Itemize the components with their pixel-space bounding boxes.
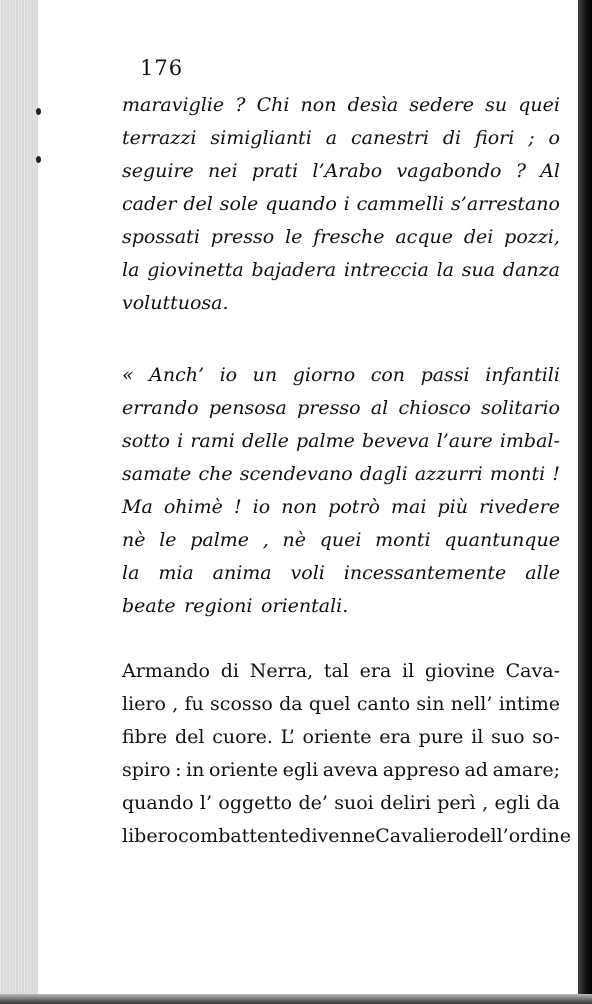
text-line [122, 162, 560, 181]
word: pure [418, 726, 464, 748]
word: la [436, 259, 455, 281]
word: seguire [122, 160, 194, 182]
word: egli [494, 792, 531, 814]
word: maraviglie [122, 94, 225, 116]
text-line [122, 432, 560, 451]
word: bajadera [251, 259, 337, 281]
word: fu [184, 693, 204, 715]
word: infantili [485, 364, 560, 386]
word: Chi [256, 94, 290, 116]
word: incessantemente [343, 562, 507, 584]
word: vagabondo [396, 160, 502, 182]
word: ? [515, 160, 526, 182]
word: alle [525, 562, 560, 584]
word: quando [122, 792, 194, 814]
word: monti [375, 529, 431, 551]
word: suoi [334, 792, 374, 814]
word: ad [464, 759, 488, 781]
word: che [198, 463, 233, 485]
word: egli [282, 759, 319, 781]
word: perì [437, 792, 476, 814]
margin-mark [36, 108, 41, 115]
text-line [122, 728, 560, 747]
word: l’Arabo [312, 160, 383, 182]
word: i [177, 430, 184, 452]
text-line [122, 129, 560, 148]
word: potrò [328, 496, 380, 518]
word: azzurri [414, 463, 483, 485]
word: il [402, 660, 415, 682]
word: con [370, 364, 406, 386]
word: io [219, 364, 238, 386]
word: nè [122, 529, 146, 551]
page-stack-edge-left [0, 0, 38, 1004]
word: Cavaliero [375, 825, 468, 847]
word: orientali. [261, 595, 349, 617]
word: divenne [299, 825, 376, 847]
word: canto [356, 693, 411, 715]
word: ohimè [163, 496, 223, 518]
text-line [122, 597, 560, 616]
word: presso [210, 226, 275, 248]
word: fiori [475, 127, 515, 149]
word: aveva [322, 759, 379, 781]
word: chiosco [398, 397, 471, 419]
word: voli [290, 562, 325, 584]
word: rami [190, 430, 235, 452]
text-line [122, 531, 560, 550]
word: cammelli [356, 193, 445, 215]
word: dei [463, 226, 494, 248]
word: sotto [122, 430, 170, 452]
word: beate [122, 595, 176, 617]
word: so- [532, 726, 560, 748]
word: quei [319, 529, 362, 551]
word: o [548, 127, 560, 149]
word: ! [233, 496, 242, 518]
word: « [122, 364, 134, 386]
word: ; [528, 127, 535, 149]
text-line [122, 662, 560, 681]
word: al [370, 397, 389, 419]
word: il [471, 726, 484, 748]
word: su [485, 94, 508, 116]
word: le [159, 529, 177, 551]
word: Nerra, [249, 660, 314, 682]
word: Armando [122, 660, 210, 682]
word: danza [502, 259, 560, 281]
word: un [252, 364, 278, 386]
word: quantunque [444, 529, 560, 551]
word: L’ [280, 726, 295, 748]
word: Al [540, 160, 560, 182]
word: terrazzi [122, 127, 197, 149]
word: quel [308, 693, 351, 715]
word: quei [518, 94, 560, 116]
word: fibre [122, 726, 168, 748]
word: di [442, 127, 462, 149]
word: oriente [302, 726, 372, 748]
word: non [281, 496, 318, 518]
word: sole [219, 193, 259, 215]
word: monti [489, 463, 546, 485]
word: i [343, 193, 350, 215]
word: dell’ordine [467, 825, 571, 847]
word: solitario [481, 397, 560, 419]
text-line [122, 794, 560, 813]
word: scosso [210, 693, 273, 715]
word: spiro [122, 759, 171, 781]
word: ? [235, 94, 246, 116]
page-number: 176 [140, 56, 184, 80]
word: quando [265, 193, 337, 215]
word: , [262, 529, 269, 551]
word: canestri [351, 127, 429, 149]
word: delle [242, 430, 289, 452]
word: spossati [122, 226, 200, 248]
text-line [122, 498, 560, 517]
word: pozzi, [504, 226, 560, 248]
word: da [536, 792, 560, 814]
page-edge-bottom [0, 994, 592, 1004]
word: Anch’ [149, 364, 205, 386]
word: dagli [359, 463, 408, 485]
word: intreccia [343, 259, 429, 281]
word: giovinetta [147, 259, 244, 281]
word: ! [552, 463, 560, 485]
word: palme [190, 529, 250, 551]
word: giorno [292, 364, 356, 386]
word: era [379, 726, 411, 748]
word: del [174, 726, 205, 748]
word: simiglianti [210, 127, 312, 149]
text-line [122, 228, 560, 247]
word: sedere [409, 94, 475, 116]
word: mai [391, 496, 427, 518]
word: da [279, 693, 303, 715]
word: suo [491, 726, 525, 748]
word: liero [122, 693, 166, 715]
word: desìa [347, 94, 399, 116]
word: nell’ [450, 693, 493, 715]
word: prati [251, 160, 299, 182]
word: a [325, 127, 338, 149]
text-line [122, 261, 560, 280]
text-line [122, 96, 560, 115]
word: acque [395, 226, 453, 248]
text-line [122, 695, 560, 714]
text-line [122, 465, 560, 484]
word: de’ [298, 792, 328, 814]
word: l’aure [436, 430, 493, 452]
word: sin [416, 693, 445, 715]
text-line [122, 761, 560, 780]
word: passi [420, 364, 470, 386]
text-line [122, 195, 560, 214]
word: presso [297, 397, 361, 419]
word: pensosa [208, 397, 287, 419]
word: imbal- [499, 430, 560, 452]
page-gutter-shadow-right [578, 0, 592, 1004]
word: : [175, 759, 182, 781]
word: cader [122, 193, 177, 215]
word: beveva [362, 430, 430, 452]
word: la [122, 562, 140, 584]
word: più [437, 496, 468, 518]
word: rivedere [479, 496, 560, 518]
word: tal [323, 660, 349, 682]
word: del [183, 193, 213, 215]
word: deliri [380, 792, 431, 814]
word: mia [158, 562, 194, 584]
word: appreso [382, 759, 460, 781]
word: errando [122, 397, 199, 419]
word: cuore. [212, 726, 273, 748]
word: scendevano [239, 463, 353, 485]
word: voluttuosa. [122, 292, 229, 314]
text-line [122, 294, 560, 313]
word: l’ [199, 792, 213, 814]
word: s’arrestano [451, 193, 560, 215]
word: giovine [424, 660, 495, 682]
word: Ma [122, 496, 153, 518]
word: di [220, 660, 239, 682]
word: palme [296, 430, 355, 452]
text-line [122, 399, 560, 418]
word: samate [122, 463, 192, 485]
text-line [122, 564, 560, 583]
word: , [172, 693, 179, 715]
word: regioni [184, 595, 253, 617]
word: , [482, 792, 489, 814]
word: nè [282, 529, 306, 551]
word: Cava- [505, 660, 560, 682]
word: oriente [209, 759, 278, 781]
word: libero [122, 825, 179, 847]
text-line [122, 825, 571, 847]
word: fresche [313, 226, 385, 248]
margin-mark [36, 156, 41, 163]
word: in [186, 759, 205, 781]
word: io [252, 496, 271, 518]
word: era [359, 660, 392, 682]
word: combattente [178, 825, 300, 847]
text-line [122, 366, 560, 385]
word: amare; [492, 759, 560, 781]
word: le [285, 226, 303, 248]
word: non [300, 94, 337, 116]
word: oggetto [218, 792, 293, 814]
word: sua [461, 259, 496, 281]
word: intime [498, 693, 560, 715]
word: la [122, 259, 140, 281]
word: anima [212, 562, 272, 584]
word: nei [208, 160, 238, 182]
